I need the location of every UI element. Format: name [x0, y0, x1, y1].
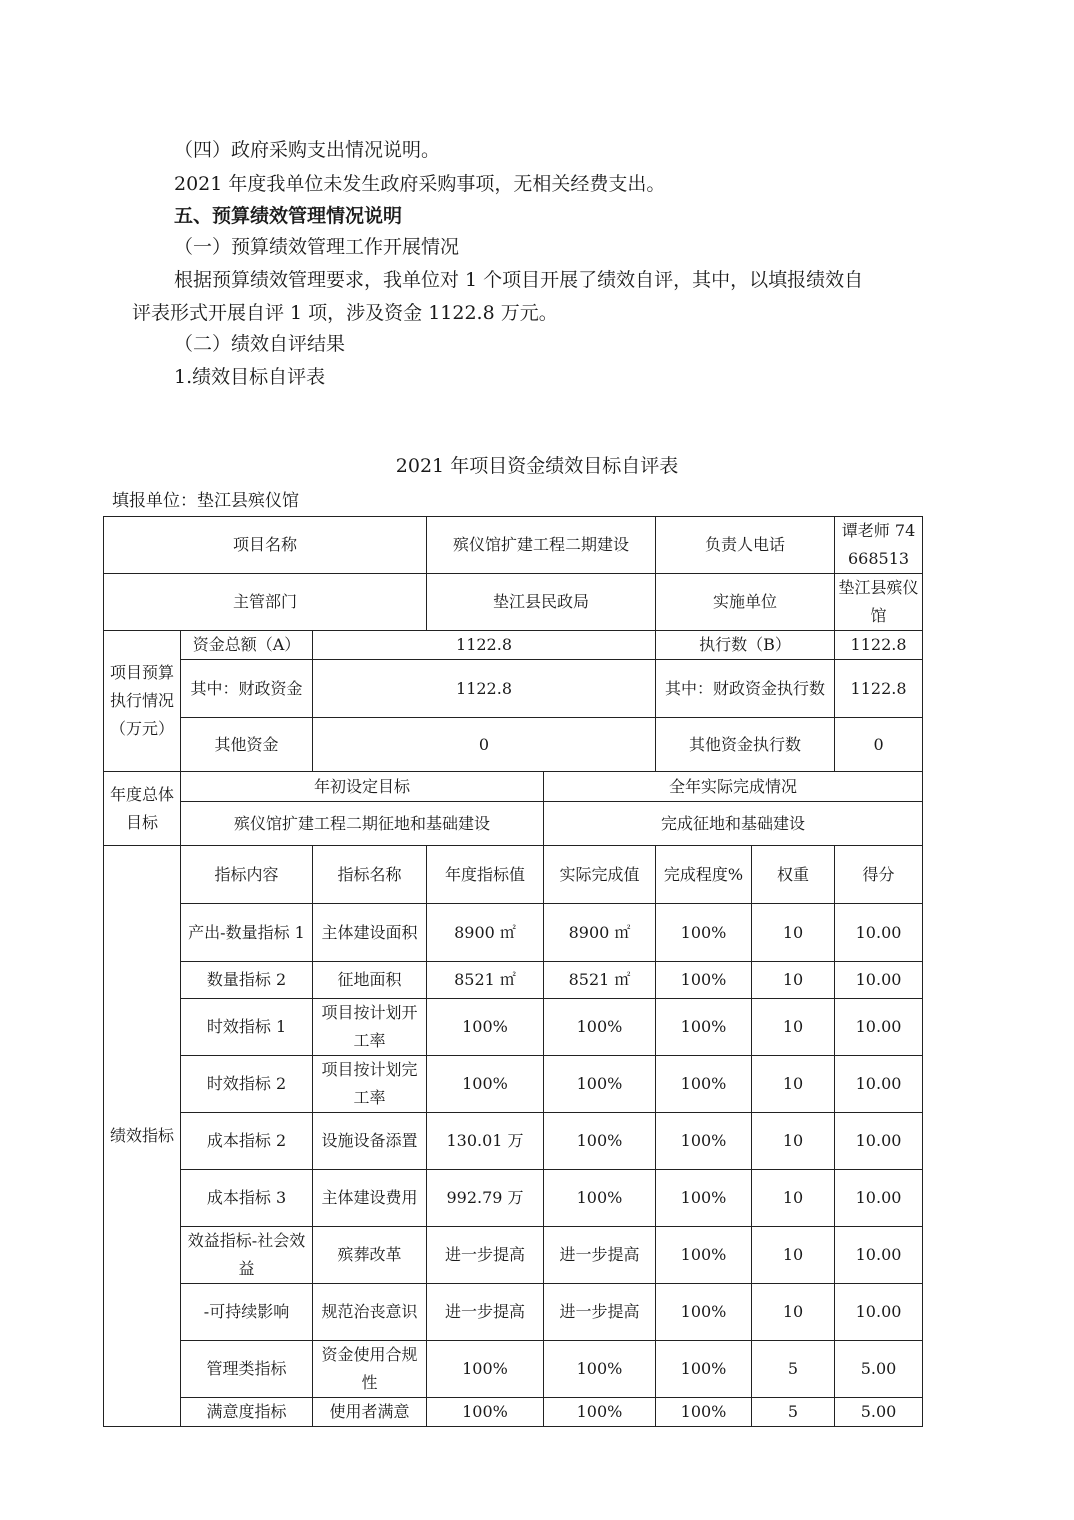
table-cell: 10 [752, 1284, 835, 1341]
table-row [104, 1170, 923, 1227]
fiscal-exec-label: 其中：财政资金执行数 [656, 660, 835, 718]
table-cell: 5.00 [835, 1341, 923, 1398]
total-label: 资金总额（A） [181, 631, 313, 660]
table-row [104, 772, 923, 802]
header-cell: 得分 [835, 846, 923, 904]
table-row [104, 1341, 923, 1398]
table-cell: 进一步提高 [544, 1227, 656, 1284]
contact-label: 负责人电话 [656, 517, 835, 574]
table-cell: 10.00 [835, 904, 923, 962]
header-cell: 指标名称 [313, 846, 427, 904]
table-cell: 8521 ㎡ [544, 962, 656, 999]
table-cell: 5 [752, 1398, 835, 1427]
fiscal-exec-value: 1122.8 [835, 660, 923, 718]
header-cell: 权重 [752, 846, 835, 904]
table-cell: 100% [544, 1113, 656, 1170]
table-cell: -可持续影响 [181, 1284, 313, 1341]
table-cell: 100% [656, 904, 752, 962]
actual-value: 完成征地和基础建设 [544, 802, 923, 846]
fiscal-label: 其中：财政资金 [181, 660, 313, 718]
table-row [104, 517, 923, 574]
table-cell: 征地面积 [313, 962, 427, 999]
table-cell: 管理类指标 [181, 1341, 313, 1398]
section-5-1-body-line1: 根据预算绩效管理要求，我单位对 1 个项目开展了绩效自评，其中，以填报绩效自 [174, 269, 864, 291]
initial-goal-value: 殡仪馆扩建工程二期征地和基础建设 [181, 802, 544, 846]
table-cell: 100% [544, 1398, 656, 1427]
table-row [104, 904, 923, 962]
table-cell: 100% [656, 999, 752, 1056]
table-cell: 10.00 [835, 1284, 923, 1341]
header-cell: 完成程度% [656, 846, 752, 904]
table-cell: 100% [656, 1341, 752, 1398]
table-row [104, 999, 923, 1056]
header-cell: 年度指标值 [427, 846, 544, 904]
section-4-body: 2021 年度我单位未发生政府采购事项，无相关经费支出。 [174, 173, 666, 195]
table-row [104, 574, 923, 631]
table-cell: 100% [427, 999, 544, 1056]
section-5-1-body-line2: 评表形式开展自评 1 项，涉及资金 1122.8 万元。 [132, 302, 558, 324]
table-row [104, 1284, 923, 1341]
section-5-2-heading: （二）绩效自评结果 [174, 333, 346, 355]
table-cell: 10.00 [835, 962, 923, 999]
table-cell: 8900 ㎡ [427, 904, 544, 962]
table-cell: 100% [656, 1398, 752, 1427]
project-name-label: 项目名称 [104, 517, 427, 574]
table-cell: 设施设备添置 [313, 1113, 427, 1170]
fill-unit: 填报单位：垫江县殡仪馆 [112, 491, 299, 511]
table-cell: 项目按计划开工率 [313, 999, 427, 1056]
table-cell: 5 [752, 1341, 835, 1398]
other-label: 其他资金 [181, 718, 313, 772]
table-cell: 使用者满意 [313, 1398, 427, 1427]
table-title: 2021 年项目资金绩效目标自评表 [395, 455, 679, 477]
table-row [104, 631, 923, 660]
section-5-2-item1: 1.绩效目标自评表 [174, 366, 326, 388]
initial-goal-header: 年初设定目标 [181, 772, 544, 802]
table-row [104, 1113, 923, 1170]
table-cell: 主体建设费用 [313, 1170, 427, 1227]
table-row [104, 660, 923, 718]
table-cell: 100% [544, 999, 656, 1056]
table-row [104, 962, 923, 999]
table-cell: 100% [427, 1398, 544, 1427]
section-5-heading: 五、预算绩效管理情况说明 [174, 205, 403, 227]
performance-table [103, 516, 923, 1427]
table-cell: 992.79 万 [427, 1170, 544, 1227]
table-row [104, 1056, 923, 1113]
table-cell: 时效指标 2 [181, 1056, 313, 1113]
table-cell: 10.00 [835, 999, 923, 1056]
table-cell: 进一步提高 [427, 1284, 544, 1341]
header-cell: 指标内容 [181, 846, 313, 904]
table-cell: 殡葬改革 [313, 1227, 427, 1284]
table-row [104, 718, 923, 772]
table-cell: 100% [427, 1341, 544, 1398]
table-cell: 100% [656, 1056, 752, 1113]
table-cell: 100% [656, 1170, 752, 1227]
table-row [104, 846, 923, 904]
contact-value: 谭老师 74668513 [835, 517, 923, 574]
table-cell: 项目按计划完工率 [313, 1056, 427, 1113]
table-row [104, 1227, 923, 1284]
impl-label: 实施单位 [656, 574, 835, 631]
section-4-heading: （四）政府采购支出情况说明。 [174, 139, 441, 161]
table-cell: 8521 ㎡ [427, 962, 544, 999]
table-cell: 10.00 [835, 1113, 923, 1170]
table-cell: 100% [656, 1284, 752, 1341]
table-cell: 10.00 [835, 1227, 923, 1284]
other-exec-label: 其他资金执行数 [656, 718, 835, 772]
project-name-value: 殡仪馆扩建工程二期建设 [427, 517, 656, 574]
table-cell: 8900 ㎡ [544, 904, 656, 962]
table-cell: 主体建设面积 [313, 904, 427, 962]
table-cell: 100% [544, 1056, 656, 1113]
impl-value: 垫江县殡仪馆 [835, 574, 923, 631]
table-cell: 时效指标 1 [181, 999, 313, 1056]
table-cell: 10 [752, 1056, 835, 1113]
table-cell: 10.00 [835, 1056, 923, 1113]
other-value: 0 [313, 718, 656, 772]
table-cell: 10 [752, 904, 835, 962]
table-cell: 100% [656, 962, 752, 999]
table-cell: 成本指标 3 [181, 1170, 313, 1227]
table-cell: 数量指标 2 [181, 962, 313, 999]
table-cell: 10 [752, 999, 835, 1056]
table-cell: 100% [427, 1056, 544, 1113]
other-exec-value: 0 [835, 718, 923, 772]
table-cell: 100% [656, 1113, 752, 1170]
table-cell: 10 [752, 962, 835, 999]
table-cell: 5.00 [835, 1398, 923, 1427]
perf-label: 绩效指标 [104, 846, 181, 1427]
table-cell: 进一步提高 [544, 1284, 656, 1341]
table-cell: 产出-数量指标 1 [181, 904, 313, 962]
dept-label: 主管部门 [104, 574, 427, 631]
table-cell: 10.00 [835, 1170, 923, 1227]
table-cell: 进一步提高 [427, 1227, 544, 1284]
table-cell: 100% [656, 1227, 752, 1284]
table-cell: 资金使用合规性 [313, 1341, 427, 1398]
budget-label: 项目预算执行情况（万元） [104, 631, 181, 772]
table-cell: 100% [544, 1170, 656, 1227]
table-cell: 10 [752, 1170, 835, 1227]
annual-goal-label: 年度总体目标 [104, 772, 181, 846]
section-5-1-heading: （一）预算绩效管理工作开展情况 [174, 236, 460, 258]
table-cell: 130.01 万 [427, 1113, 544, 1170]
actual-header: 全年实际完成情况 [544, 772, 923, 802]
header-cell: 实际完成值 [544, 846, 656, 904]
table-cell: 10 [752, 1227, 835, 1284]
table-cell: 效益指标-社会效益 [181, 1227, 313, 1284]
dept-value: 垫江县民政局 [427, 574, 656, 631]
total-value: 1122.8 [313, 631, 656, 660]
fiscal-value: 1122.8 [313, 660, 656, 718]
table-cell: 100% [544, 1341, 656, 1398]
table-row [104, 802, 923, 846]
table-row [104, 1398, 923, 1427]
table-cell: 成本指标 2 [181, 1113, 313, 1170]
table-cell: 规范治丧意识 [313, 1284, 427, 1341]
exec-value: 1122.8 [835, 631, 923, 660]
exec-label: 执行数（B） [656, 631, 835, 660]
table-cell: 满意度指标 [181, 1398, 313, 1427]
table-cell: 10 [752, 1113, 835, 1170]
